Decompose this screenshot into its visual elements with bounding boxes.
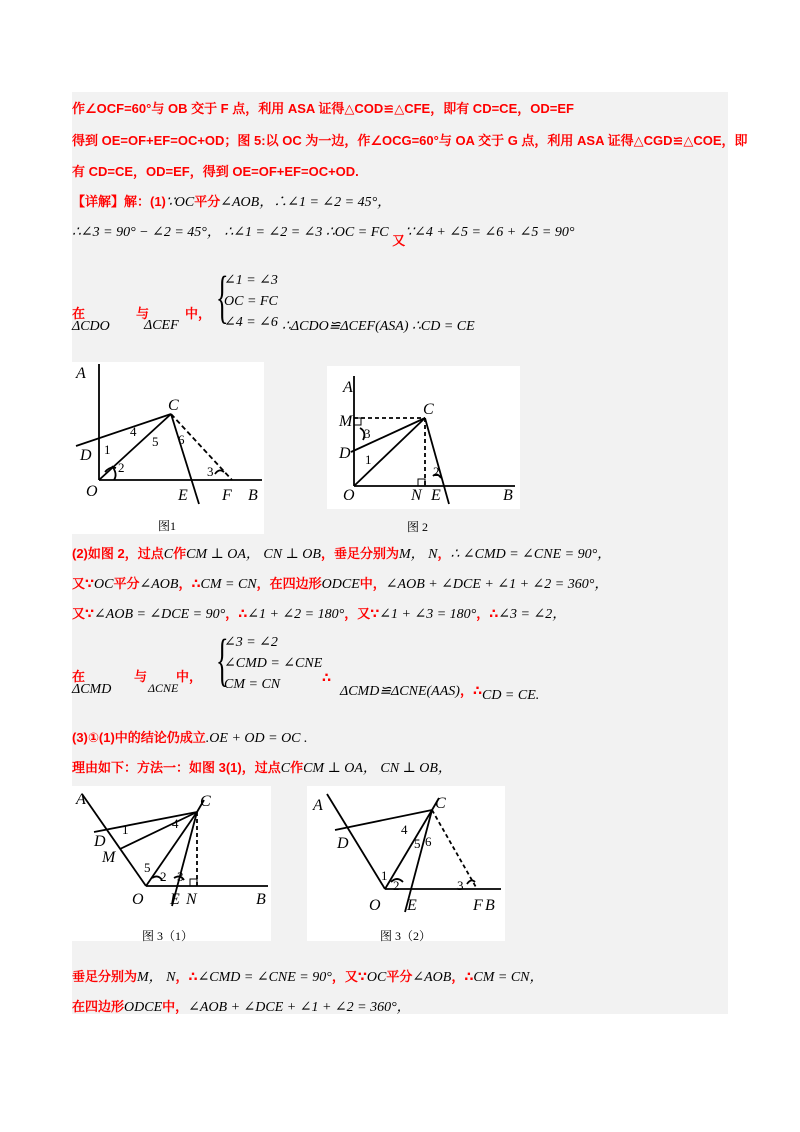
line-5	[72, 221, 575, 248]
text: 中，	[176, 669, 203, 684]
text: (2)如图 2，过点	[72, 546, 164, 561]
math: CM = CN，	[473, 970, 544, 985]
label-D: D	[80, 447, 92, 464]
system-row: ∠1 = ∠3	[224, 273, 278, 288]
text: 作	[173, 546, 187, 561]
text: ，又∵	[344, 606, 380, 621]
math: CM ⊥ OA， CN ⊥ OB	[186, 547, 321, 562]
text: 在	[72, 669, 86, 684]
math: CM ⊥ OA， CN ⊥ OB，	[303, 761, 452, 776]
math: ΔCNE	[148, 681, 179, 695]
text: 平分	[386, 969, 413, 984]
math: M， N	[137, 970, 176, 985]
line-13	[72, 966, 544, 986]
angle-3: 3	[177, 869, 184, 884]
text: ，在四边形	[256, 576, 322, 591]
math: ∠AOB + ∠DCE + ∠1 + ∠2 = 360°，	[188, 1000, 411, 1015]
math: M， N	[398, 547, 438, 562]
text: 中，	[162, 999, 189, 1014]
text: 又∵	[72, 606, 95, 621]
label-M: M	[339, 413, 353, 430]
caption-fig2: 图 2	[407, 520, 429, 534]
label-E: E	[431, 487, 441, 504]
line-7	[72, 543, 611, 563]
label-B: B	[256, 891, 266, 908]
line-1: 作∠OCF=60°与 OB 交于 F 点，利用 ASA 证得△COD≌△CFE，即有 CD=CE，OD=EF	[72, 101, 574, 116]
line-14	[72, 996, 411, 1016]
angle-3: 3	[364, 426, 371, 441]
math: C	[280, 761, 291, 776]
figure-2	[327, 366, 520, 509]
math: ∠CMD = ∠CNE = 90°	[197, 970, 332, 985]
text: 理由如下：方法一：如图 3(1)，过点	[72, 760, 281, 775]
label-B: B	[248, 487, 258, 504]
label-B: B	[503, 487, 513, 504]
label-A: A	[313, 797, 323, 814]
math: ∵∠4 + ∠5 = ∠6 + ∠5 = 90°	[405, 225, 575, 240]
line-9	[72, 603, 566, 623]
angle-4: 4	[130, 424, 137, 439]
label-D: D	[337, 835, 349, 852]
label-C: C	[168, 397, 179, 414]
math: ∠AOB = ∠DCE = 90°	[94, 607, 226, 622]
math: ΔCEF	[144, 318, 179, 333]
text: 又	[392, 233, 406, 248]
system-row: ∠4 = ∠6	[224, 315, 278, 330]
text: 中，	[185, 306, 212, 321]
label-O: O	[343, 487, 355, 504]
text: 平分	[194, 194, 221, 209]
text: 平分	[113, 576, 140, 591]
system-row: ∠3 = ∠2	[224, 635, 278, 650]
angle-1: 1	[365, 452, 372, 467]
math: ∴∠3 = 90° − ∠2 = 45°， ∴∠1 = ∠2 = ∠3 ∴OC = FC	[72, 225, 389, 240]
angle-2: 2	[118, 460, 125, 475]
math: ∠AOB，∴∠1 = ∠2 = 45°，	[220, 195, 392, 210]
label-C: C	[200, 793, 211, 810]
angle-6: 6	[178, 432, 185, 447]
label-F: F	[222, 487, 232, 504]
text: 在四边形	[72, 999, 125, 1014]
math: C	[163, 547, 174, 562]
math: ΔCDO	[72, 319, 110, 334]
text: 中，	[359, 576, 386, 591]
label-C: C	[423, 401, 434, 418]
system-row: ∠CMD = ∠CNE	[224, 656, 323, 671]
math: ∴ ∠CMD = ∠CNE = 90°，	[450, 547, 612, 562]
label-O: O	[132, 891, 144, 908]
label-E: E	[170, 891, 180, 908]
line-8	[72, 573, 608, 593]
label-A: A	[76, 365, 86, 382]
label-F: F	[473, 897, 483, 914]
detail-head: 【详解】解：(1)	[72, 194, 166, 209]
angle-4: 4	[172, 816, 179, 831]
line-6-math	[72, 318, 179, 335]
text: 在	[72, 306, 86, 321]
angle-1: 1	[381, 868, 388, 883]
label-N: N	[186, 891, 197, 908]
label-B: B	[485, 897, 495, 914]
text: ，	[437, 546, 451, 561]
math: OC	[366, 970, 387, 985]
text: 作	[290, 760, 304, 775]
line-11	[72, 727, 308, 747]
label-O: O	[369, 897, 381, 914]
text: ，垂足分别为	[320, 546, 399, 561]
math: ODCE	[321, 577, 360, 592]
math: ∠AOB	[139, 577, 179, 592]
text: ，∴	[175, 969, 198, 984]
label-A: A	[76, 791, 86, 808]
text: ，∴	[178, 576, 201, 591]
math: ΔCMD	[72, 682, 112, 697]
math: ∠AOB + ∠DCE + ∠1 + ∠2 = 360°，	[385, 577, 609, 592]
angle-3: 3	[457, 878, 464, 893]
math: ∠AOB	[412, 970, 452, 985]
text: ，∴	[451, 969, 474, 984]
label-M: M	[102, 849, 116, 866]
text: ∴	[322, 670, 332, 685]
angle-2: 2	[393, 878, 400, 893]
line-12	[72, 757, 452, 777]
label-O: O	[86, 483, 98, 500]
angle-2: 2	[160, 869, 167, 884]
caption-fig1: 图1	[158, 519, 177, 533]
text: ，∴	[476, 606, 499, 621]
line-6-concl	[282, 318, 475, 335]
text: ，又∵	[331, 969, 367, 984]
text: 又∵	[72, 576, 95, 591]
math: ODCE	[124, 1000, 163, 1015]
figure-3-1	[72, 786, 271, 941]
angle-6: 6	[425, 834, 432, 849]
text: 与	[136, 306, 150, 321]
angle-1: 1	[122, 822, 129, 837]
math: ∴ΔCDO≌ΔCEF(ASA) ∴CD = CE	[282, 319, 475, 334]
math: ∠1 + ∠2 = 180°	[247, 607, 345, 622]
angle-5: 5	[414, 836, 421, 851]
system-2	[224, 632, 322, 695]
text: (3)①(1)中的结论仍成立	[72, 730, 206, 745]
text: 与	[134, 669, 148, 684]
line-3: 有 CD=CE，OD=EF，得到 OE=OF+EF=OC+OD.	[72, 164, 359, 179]
line-10-concl	[322, 670, 331, 686]
math: ∠3 = ∠2，	[498, 607, 567, 622]
system-row: CM = CN	[224, 677, 281, 692]
label-E: E	[407, 897, 417, 914]
brace: {	[216, 264, 229, 329]
angle-2: 2	[433, 464, 440, 479]
label-N: N	[411, 487, 422, 504]
math: ΔCMD≌ΔCNE(AAS)	[340, 684, 460, 699]
caption-fig3-1: 图 3（1）	[142, 929, 194, 943]
caption-fig3-2: 图 3（2）	[380, 929, 432, 943]
angle-1: 1	[104, 442, 111, 457]
math: ∵OC	[165, 195, 195, 210]
figure-1	[72, 362, 264, 534]
label-C: C	[435, 795, 446, 812]
math: ∠1 + ∠3 = 180°	[379, 607, 477, 622]
angle-4: 4	[401, 822, 408, 837]
text: 垂足分别为	[72, 969, 138, 984]
figure-3-2	[307, 786, 505, 941]
label-D: D	[94, 833, 106, 850]
text: ，∴	[225, 606, 248, 621]
line-4	[72, 191, 391, 211]
text: ，∴	[459, 683, 482, 698]
line-2: 得到 OE=OF+EF=OC+OD；图 5:以 OC 为一边，作∠OCG=60°与 OA 交于 G 点，利用 ASA 证得△CGD≌△COE，即	[72, 133, 748, 148]
brace: {	[216, 627, 229, 692]
system-1	[224, 270, 278, 333]
math: CD = CE.	[481, 688, 540, 703]
angle-5: 5	[152, 434, 159, 449]
label-A: A	[343, 379, 353, 396]
label-E: E	[178, 487, 188, 504]
math: CM = CN	[200, 577, 257, 592]
label-D: D	[339, 445, 351, 462]
math: OC	[94, 577, 114, 592]
angle-3: 3	[207, 464, 214, 479]
math: .OE + OD = OC .	[205, 731, 308, 746]
angle-5: 5	[144, 860, 151, 875]
line-10-math	[72, 681, 179, 698]
line-10-concl-2	[340, 680, 540, 703]
system-row: OC = FC	[224, 294, 278, 309]
